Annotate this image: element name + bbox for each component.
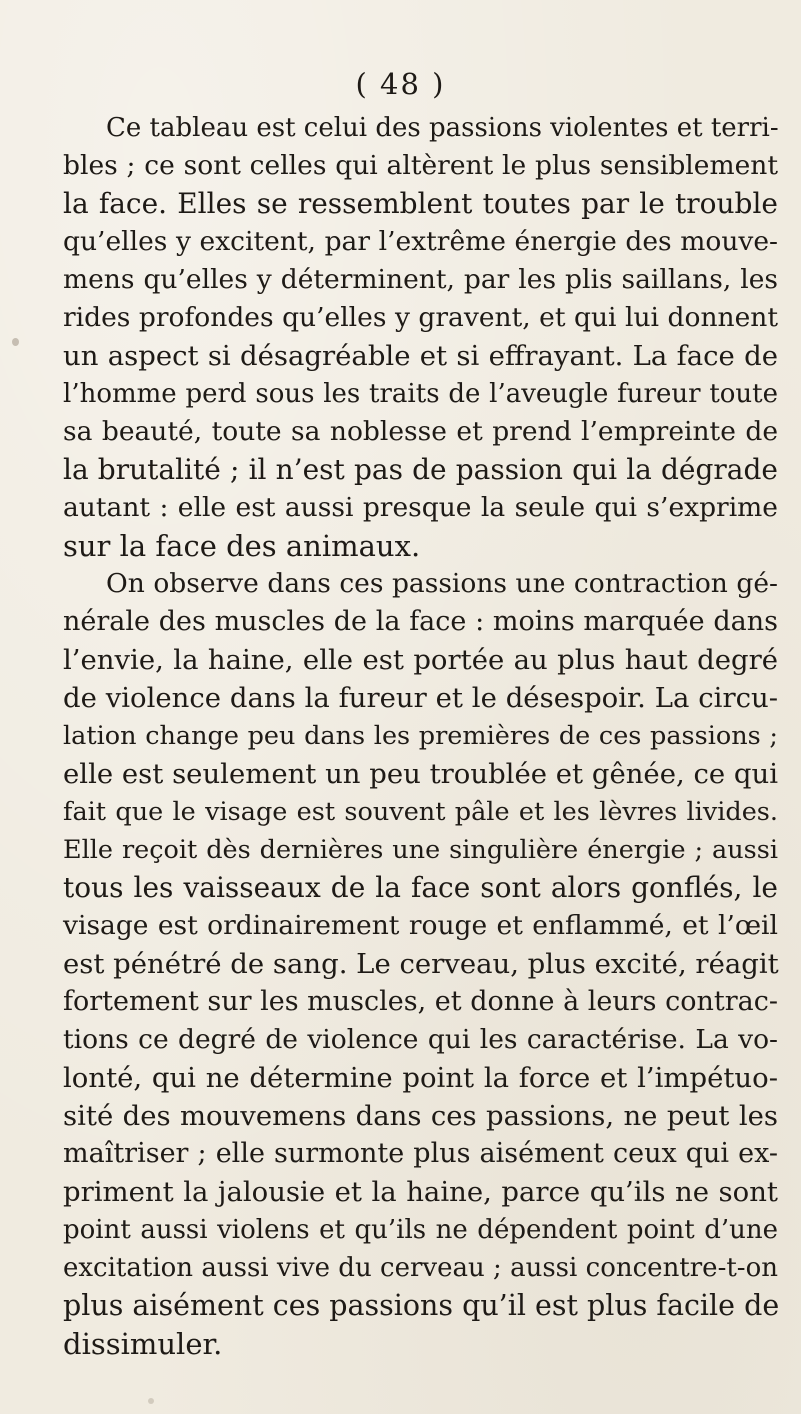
text-line: un aspect si désagréable et si effrayant. La face de: [63, 340, 778, 372]
text-line: bles ; ce sont celles qui altèrent le plus sensiblement: [63, 150, 778, 181]
text-line: tions ce degré de violence qui les caractérise. La vo-: [63, 1024, 778, 1055]
text-line: plus aisément ces passions qu’il est plus facile de: [63, 1289, 780, 1322]
text-line: de violence dans la fureur et le désespoir. La circu-: [63, 682, 778, 714]
paper-blemish: [148, 1398, 154, 1404]
text-line: fortement sur les muscles, et donne à leurs contrac-: [63, 986, 778, 1017]
text-line: sité des mouvemens dans ces passions, ne peut les: [63, 1100, 778, 1132]
text-line: tous les vaisseaux de la face sont alors gonflés, le: [63, 871, 778, 904]
text-line: est pénétré de sang. Le cerveau, plus excité, réagit: [63, 948, 779, 980]
text-line: la brutalité ; il n’est pas de passion qui la dégrade: [63, 453, 778, 486]
text-line: l’envie, la haine, elle est portée au plus haut degré: [63, 644, 778, 676]
text-line: maîtriser ; elle surmonte plus aisément ceux qui ex-: [63, 1138, 778, 1169]
paper-blemish: [12, 338, 19, 346]
text-line: fait que le visage est souvent pâle et les lèvres livides.: [63, 797, 778, 827]
page-number: ( 48 ): [355, 67, 446, 101]
text-line: lation change peu dans les premières de ces passions ;: [63, 721, 778, 751]
text-line: mens qu’elles y déterminent, par les plis saillans, les: [63, 264, 778, 295]
text-line: sur la face des animaux.: [63, 529, 421, 563]
text-line: dissimuler.: [63, 1327, 223, 1361]
text-line: Ce tableau est celui des passions violentes et terri-: [106, 113, 779, 143]
text-line: autant : elle est aussi presque la seule qui s’exprime: [63, 492, 778, 523]
text-line: la face. Elles se ressemblent toutes par le trouble: [63, 187, 778, 220]
text-line: visage est ordinairement rouge et enflammé, et l’œil: [63, 910, 778, 941]
text-line: point aussi violens et qu’ils ne dépendent point d’une: [63, 1215, 778, 1245]
text-line: sa beauté, toute sa noblesse et prend l’empreinte de: [63, 416, 778, 447]
text-line: l’homme perd sous les traits de l’aveugle fureur toute: [63, 379, 778, 409]
text-line: elle est seulement un peu troublée et gênée, ce qui: [63, 758, 778, 790]
text-line: nérale des muscles de la face : moins marquée dans: [63, 606, 778, 637]
text-line: qu’elles y excitent, par l’extrême énergie des mouve-: [63, 226, 778, 257]
text-line: lonté, qui ne détermine point la force et l’impétuo-: [63, 1062, 778, 1094]
text-line: excitation aussi vive du cerveau ; aussi concentre-t-on: [63, 1253, 778, 1283]
text-line: On observe dans ces passions une contraction gé-: [106, 568, 778, 599]
text-line: priment la jalousie et la haine, parce qu’ils ne sont: [63, 1176, 778, 1208]
text-line: Elle reçoit dès dernières une singulière énergie ; aussi: [63, 835, 778, 865]
text-line: rides profondes qu’elles y gravent, et qui lui donnent: [63, 302, 778, 333]
